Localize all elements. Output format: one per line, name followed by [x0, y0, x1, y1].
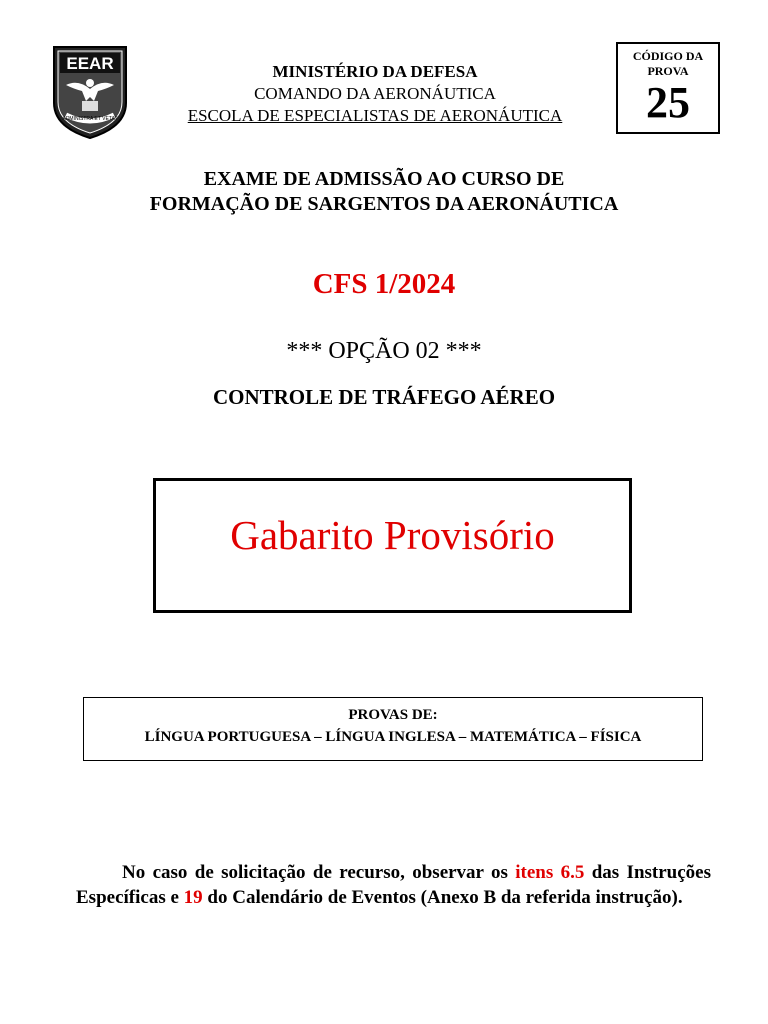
code-label-line1: CÓDIGO DA — [632, 49, 704, 63]
subjects-list: LÍNGUA PORTUGUESA – LÍNGUA INGLESA – MATEMÁTICA – FÍSICA — [144, 729, 642, 745]
note-part1: No caso de solicitação de recurso, observar os — [122, 862, 516, 883]
ministry-title: MINISTÉRIO DA DEFESA — [272, 62, 478, 81]
eear-logo — [52, 45, 128, 140]
exam-title-line1: EXAME DE ADMISSÃO AO CURSO DE — [203, 168, 565, 190]
code-label — [618, 49, 718, 79]
note-highlight-items: itens 6.5 — [515, 862, 585, 883]
gabarito-title: Gabarito Provisório — [230, 512, 555, 558]
subjects-box — [83, 697, 703, 761]
cfs-code: CFS 1/2024 — [312, 268, 456, 300]
option-label: *** OPÇÃO 02 *** — [286, 338, 482, 364]
logo-motto: ADMINISTRA ET VETAT — [62, 116, 118, 122]
exam-code-number: 25 — [646, 78, 690, 127]
school-title-text: ESCOLA DE ESPECIALISTAS DE AERONÁUTICA — [187, 106, 563, 125]
gabarito-box — [153, 478, 632, 613]
exam-title-line2: FORMAÇÃO DE SARGENTOS DA AERONÁUTICA — [149, 193, 619, 215]
subjects-heading: PROVAS DE: — [348, 707, 438, 723]
exam-code-box — [616, 42, 720, 134]
eagle-shield-emblem-icon — [52, 45, 128, 140]
logo-text: EEAR — [66, 54, 114, 73]
specialty-area: CONTROLE DE TRÁFEGO AÉREO — [212, 385, 556, 409]
code-label-line2: PROVA — [647, 64, 689, 78]
note-highlight-number: 19 — [183, 887, 203, 908]
note-part3: do Calendário de Eventos (Anexo B da referida instrução). — [202, 887, 683, 908]
appeal-note — [76, 860, 711, 910]
school-title — [140, 106, 610, 126]
note-part2: das Instruções Específicas e — [76, 862, 711, 908]
command-title: COMANDO DA AERONÁUTICA — [254, 84, 496, 103]
